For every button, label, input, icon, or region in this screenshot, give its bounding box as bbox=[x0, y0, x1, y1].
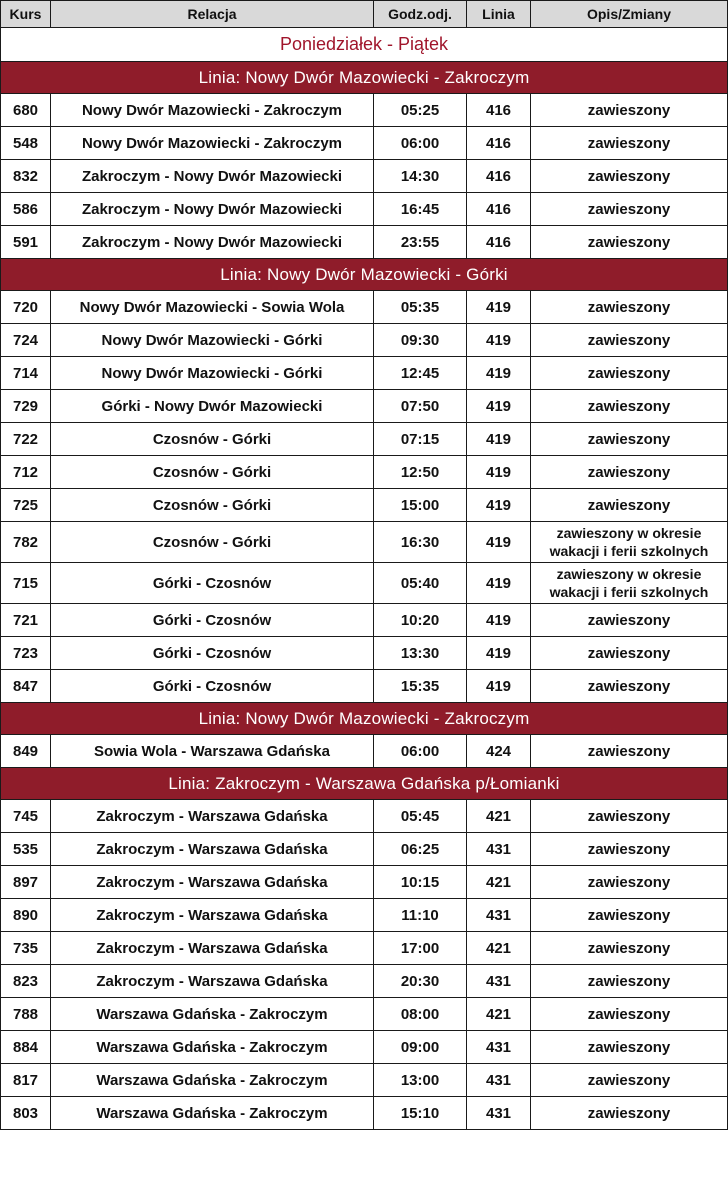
section-header-row bbox=[1, 62, 728, 94]
cell-linia: 419 bbox=[467, 563, 531, 604]
cell-godz: 15:35 bbox=[374, 670, 467, 703]
section-title: Linia: Nowy Dwór Mazowiecki - Zakroczym bbox=[1, 62, 728, 94]
cell-relacja: Zakroczym - Nowy Dwór Mazowiecki bbox=[51, 226, 374, 259]
table-row bbox=[1, 94, 728, 127]
cell-kurs: 849 bbox=[1, 735, 51, 768]
cell-opis: zawieszony bbox=[531, 160, 728, 193]
cell-linia: 419 bbox=[467, 324, 531, 357]
cell-relacja: Czosnów - Górki bbox=[51, 456, 374, 489]
day-label: Poniedziałek - Piątek bbox=[1, 28, 728, 62]
cell-opis: zawieszony bbox=[531, 94, 728, 127]
table-row bbox=[1, 423, 728, 456]
cell-kurs: 548 bbox=[1, 127, 51, 160]
cell-godz: 06:00 bbox=[374, 127, 467, 160]
cell-opis: zawieszony bbox=[531, 735, 728, 768]
cell-relacja: Czosnów - Górki bbox=[51, 489, 374, 522]
cell-godz: 11:10 bbox=[374, 899, 467, 932]
cell-relacja: Nowy Dwór Mazowiecki - Zakroczym bbox=[51, 94, 374, 127]
cell-opis bbox=[531, 563, 728, 604]
cell-opis: zawieszony bbox=[531, 833, 728, 866]
cell-kurs: 591 bbox=[1, 226, 51, 259]
cell-linia: 419 bbox=[467, 456, 531, 489]
cell-opis: zawieszony bbox=[531, 456, 728, 489]
cell-linia: 431 bbox=[467, 899, 531, 932]
table-row bbox=[1, 522, 728, 563]
cell-godz: 16:30 bbox=[374, 522, 467, 563]
cell-opis: zawieszony bbox=[531, 932, 728, 965]
cell-kurs: 725 bbox=[1, 489, 51, 522]
cell-linia: 431 bbox=[467, 1064, 531, 1097]
cell-relacja: Zakroczym - Nowy Dwór Mazowiecki bbox=[51, 160, 374, 193]
cell-linia: 419 bbox=[467, 637, 531, 670]
table-row bbox=[1, 800, 728, 833]
section-title: Linia: Zakroczym - Warszawa Gdańska p/Łomianki bbox=[1, 768, 728, 800]
cell-relacja: Czosnów - Górki bbox=[51, 522, 374, 563]
cell-godz: 20:30 bbox=[374, 965, 467, 998]
cell-opis: zawieszony bbox=[531, 800, 728, 833]
cell-opis: zawieszony bbox=[531, 226, 728, 259]
table-row bbox=[1, 604, 728, 637]
cell-opis: zawieszony bbox=[531, 866, 728, 899]
cell-relacja: Warszawa Gdańska - Zakroczym bbox=[51, 998, 374, 1031]
cell-kurs: 897 bbox=[1, 866, 51, 899]
cell-godz: 15:00 bbox=[374, 489, 467, 522]
cell-godz: 10:15 bbox=[374, 866, 467, 899]
header-row bbox=[1, 1, 728, 28]
table-row bbox=[1, 670, 728, 703]
cell-kurs: 714 bbox=[1, 357, 51, 390]
table-row bbox=[1, 932, 728, 965]
cell-relacja: Górki - Czosnów bbox=[51, 637, 374, 670]
cell-kurs: 817 bbox=[1, 1064, 51, 1097]
cell-relacja: Zakroczym - Warszawa Gdańska bbox=[51, 965, 374, 998]
cell-godz: 09:00 bbox=[374, 1031, 467, 1064]
cell-linia: 416 bbox=[467, 127, 531, 160]
day-label-row bbox=[1, 28, 728, 62]
cell-kurs: 723 bbox=[1, 637, 51, 670]
cell-kurs: 745 bbox=[1, 800, 51, 833]
cell-godz: 06:00 bbox=[374, 735, 467, 768]
cell-relacja: Górki - Nowy Dwór Mazowiecki bbox=[51, 390, 374, 423]
cell-kurs: 735 bbox=[1, 932, 51, 965]
cell-kurs: 788 bbox=[1, 998, 51, 1031]
cell-godz: 14:30 bbox=[374, 160, 467, 193]
cell-kurs: 712 bbox=[1, 456, 51, 489]
cell-linia: 424 bbox=[467, 735, 531, 768]
cell-relacja: Warszawa Gdańska - Zakroczym bbox=[51, 1064, 374, 1097]
cell-relacja: Warszawa Gdańska - Zakroczym bbox=[51, 1031, 374, 1064]
cell-kurs: 715 bbox=[1, 563, 51, 604]
cell-kurs: 847 bbox=[1, 670, 51, 703]
cell-relacja: Czosnów - Górki bbox=[51, 423, 374, 456]
cell-relacja: Nowy Dwór Mazowiecki - Sowia Wola bbox=[51, 291, 374, 324]
cell-opis: zawieszony bbox=[531, 127, 728, 160]
cell-kurs: 832 bbox=[1, 160, 51, 193]
table-row bbox=[1, 899, 728, 932]
cell-relacja: Nowy Dwór Mazowiecki - Górki bbox=[51, 324, 374, 357]
cell-relacja: Warszawa Gdańska - Zakroczym bbox=[51, 1097, 374, 1130]
cell-linia: 416 bbox=[467, 94, 531, 127]
cell-godz: 12:50 bbox=[374, 456, 467, 489]
cell-kurs: 724 bbox=[1, 324, 51, 357]
cell-godz: 16:45 bbox=[374, 193, 467, 226]
cell-relacja: Górki - Czosnów bbox=[51, 670, 374, 703]
cell-kurs: 535 bbox=[1, 833, 51, 866]
table-row bbox=[1, 291, 728, 324]
cell-linia: 421 bbox=[467, 998, 531, 1031]
cell-relacja: Nowy Dwór Mazowiecki - Górki bbox=[51, 357, 374, 390]
cell-godz: 09:30 bbox=[374, 324, 467, 357]
cell-linia: 421 bbox=[467, 800, 531, 833]
table-row bbox=[1, 127, 728, 160]
cell-relacja: Zakroczym - Warszawa Gdańska bbox=[51, 800, 374, 833]
header-godz: Godz.odj. bbox=[374, 1, 467, 28]
cell-opis: zawieszony bbox=[531, 899, 728, 932]
table-row bbox=[1, 390, 728, 423]
cell-opis: zawieszony bbox=[531, 390, 728, 423]
header-relacja: Relacja bbox=[51, 1, 374, 28]
cell-linia: 419 bbox=[467, 423, 531, 456]
cell-linia: 419 bbox=[467, 291, 531, 324]
schedule-body bbox=[1, 28, 728, 1130]
cell-linia: 419 bbox=[467, 522, 531, 563]
cell-opis: zawieszony bbox=[531, 489, 728, 522]
cell-godz: 05:25 bbox=[374, 94, 467, 127]
cell-linia: 416 bbox=[467, 193, 531, 226]
cell-godz: 15:10 bbox=[374, 1097, 467, 1130]
table-row bbox=[1, 226, 728, 259]
section-header-row bbox=[1, 768, 728, 800]
cell-linia: 419 bbox=[467, 604, 531, 637]
table-row bbox=[1, 637, 728, 670]
cell-linia: 431 bbox=[467, 1097, 531, 1130]
cell-opis: zawieszony bbox=[531, 998, 728, 1031]
cell-godz: 10:20 bbox=[374, 604, 467, 637]
cell-godz: 17:00 bbox=[374, 932, 467, 965]
cell-godz: 13:00 bbox=[374, 1064, 467, 1097]
cell-relacja: Górki - Czosnów bbox=[51, 563, 374, 604]
table-row bbox=[1, 1031, 728, 1064]
cell-linia: 416 bbox=[467, 160, 531, 193]
section-title: Linia: Nowy Dwór Mazowiecki - Górki bbox=[1, 259, 728, 291]
cell-godz: 23:55 bbox=[374, 226, 467, 259]
cell-kurs: 803 bbox=[1, 1097, 51, 1130]
cell-opis: zawieszony bbox=[531, 357, 728, 390]
cell-godz: 07:15 bbox=[374, 423, 467, 456]
section-header-row bbox=[1, 703, 728, 735]
cell-kurs: 680 bbox=[1, 94, 51, 127]
header-kurs: Kurs bbox=[1, 1, 51, 28]
cell-kurs: 721 bbox=[1, 604, 51, 637]
cell-godz: 12:45 bbox=[374, 357, 467, 390]
table-row bbox=[1, 833, 728, 866]
cell-opis: zawieszony bbox=[531, 423, 728, 456]
cell-linia: 419 bbox=[467, 489, 531, 522]
cell-godz: 05:45 bbox=[374, 800, 467, 833]
cell-opis: zawieszony bbox=[531, 324, 728, 357]
table-row bbox=[1, 998, 728, 1031]
cell-relacja: Zakroczym - Warszawa Gdańska bbox=[51, 932, 374, 965]
header-linia: Linia bbox=[467, 1, 531, 28]
section-title: Linia: Nowy Dwór Mazowiecki - Zakroczym bbox=[1, 703, 728, 735]
cell-relacja: Zakroczym - Warszawa Gdańska bbox=[51, 899, 374, 932]
cell-kurs: 890 bbox=[1, 899, 51, 932]
cell-kurs: 884 bbox=[1, 1031, 51, 1064]
cell-godz: 05:35 bbox=[374, 291, 467, 324]
table-row bbox=[1, 965, 728, 998]
cell-opis: zawieszony bbox=[531, 1064, 728, 1097]
cell-kurs: 586 bbox=[1, 193, 51, 226]
cell-linia: 419 bbox=[467, 670, 531, 703]
cell-opis: zawieszony bbox=[531, 604, 728, 637]
cell-linia: 419 bbox=[467, 357, 531, 390]
table-row bbox=[1, 193, 728, 226]
table-row bbox=[1, 735, 728, 768]
cell-opis: zawieszony bbox=[531, 1031, 728, 1064]
table-row bbox=[1, 866, 728, 899]
table-row bbox=[1, 1064, 728, 1097]
cell-kurs: 782 bbox=[1, 522, 51, 563]
cell-opis: zawieszony bbox=[531, 670, 728, 703]
note-text: zawieszony w okresie wakacji i ferii szkolnych bbox=[549, 525, 709, 559]
cell-relacja: Zakroczym - Warszawa Gdańska bbox=[51, 866, 374, 899]
table-row bbox=[1, 1097, 728, 1130]
cell-linia: 421 bbox=[467, 932, 531, 965]
cell-linia: 431 bbox=[467, 965, 531, 998]
cell-linia: 431 bbox=[467, 833, 531, 866]
section-header-row bbox=[1, 259, 728, 291]
cell-godz: 06:25 bbox=[374, 833, 467, 866]
note-text: zawieszony w okresie wakacji i ferii szkolnych bbox=[549, 566, 709, 600]
cell-linia: 421 bbox=[467, 866, 531, 899]
cell-relacja: Zakroczym - Nowy Dwór Mazowiecki bbox=[51, 193, 374, 226]
cell-godz: 07:50 bbox=[374, 390, 467, 423]
cell-linia: 416 bbox=[467, 226, 531, 259]
cell-relacja: Zakroczym - Warszawa Gdańska bbox=[51, 833, 374, 866]
table-row bbox=[1, 563, 728, 604]
table-row bbox=[1, 160, 728, 193]
cell-linia: 419 bbox=[467, 390, 531, 423]
cell-relacja: Sowia Wola - Warszawa Gdańska bbox=[51, 735, 374, 768]
table-row bbox=[1, 357, 728, 390]
cell-opis: zawieszony bbox=[531, 193, 728, 226]
cell-opis: zawieszony bbox=[531, 1097, 728, 1130]
schedule-header bbox=[1, 1, 728, 28]
cell-opis: zawieszony bbox=[531, 637, 728, 670]
cell-kurs: 729 bbox=[1, 390, 51, 423]
cell-godz: 05:40 bbox=[374, 563, 467, 604]
cell-kurs: 720 bbox=[1, 291, 51, 324]
header-opis: Opis/Zmiany bbox=[531, 1, 728, 28]
cell-opis: zawieszony bbox=[531, 291, 728, 324]
cell-godz: 08:00 bbox=[374, 998, 467, 1031]
cell-opis: zawieszony bbox=[531, 965, 728, 998]
table-row bbox=[1, 489, 728, 522]
cell-relacja: Nowy Dwór Mazowiecki - Zakroczym bbox=[51, 127, 374, 160]
cell-kurs: 722 bbox=[1, 423, 51, 456]
table-row bbox=[1, 324, 728, 357]
cell-godz: 13:30 bbox=[374, 637, 467, 670]
cell-kurs: 823 bbox=[1, 965, 51, 998]
table-row bbox=[1, 456, 728, 489]
cell-relacja: Górki - Czosnów bbox=[51, 604, 374, 637]
cell-opis bbox=[531, 522, 728, 563]
cell-linia: 431 bbox=[467, 1031, 531, 1064]
